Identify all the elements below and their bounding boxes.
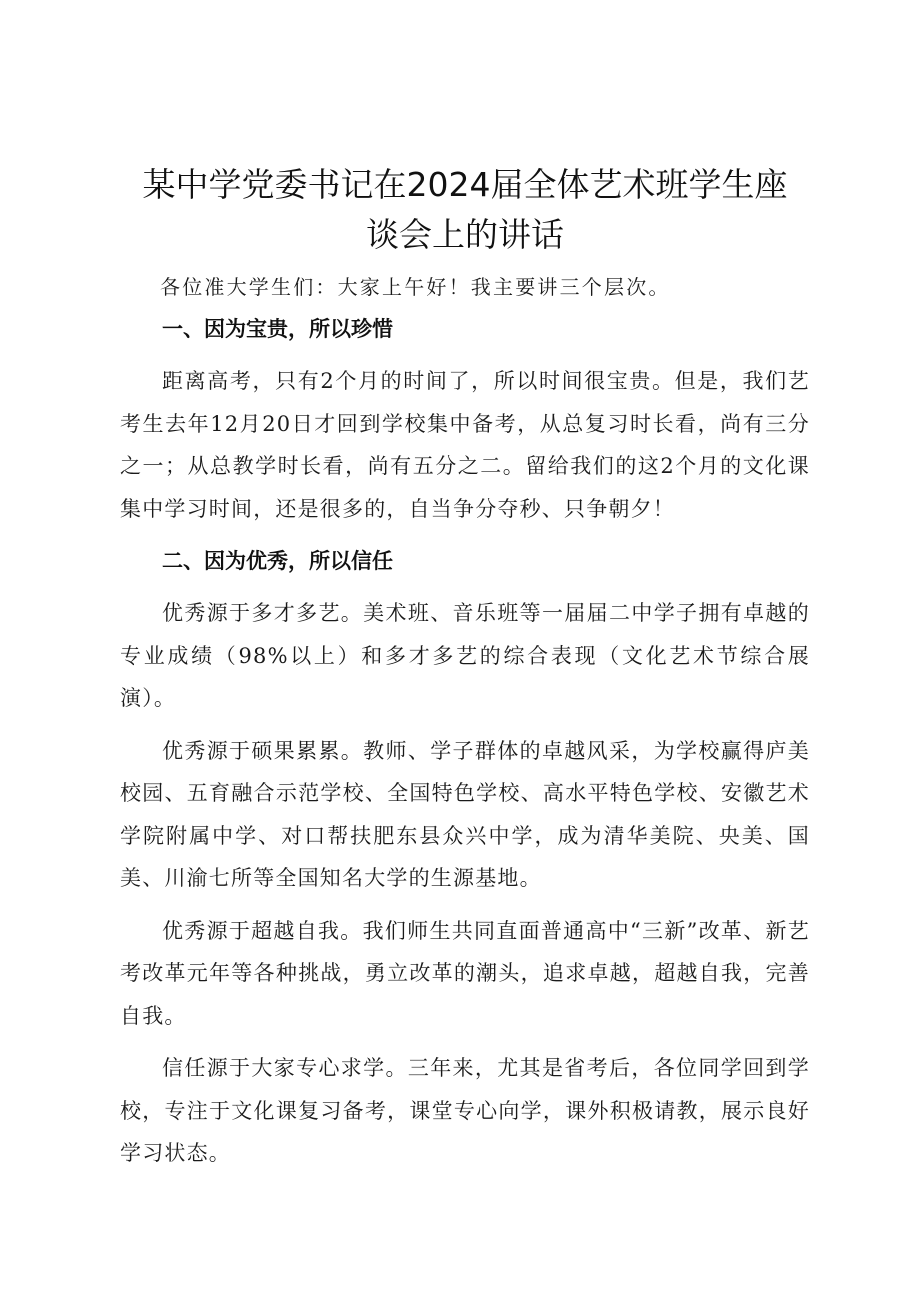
greeting-paragraph: 各位准大学生们：大家上午好！我主要讲三个层次。 <box>160 275 671 299</box>
section-2-paragraph-3: 优秀源于超越自我。我们师生共同直面普通高中“三新”改革、新艺考改革元年等各种挑战，勇立改革的潮头，追求卓越，超越自我，完善自我。 <box>120 918 810 1028</box>
section-2-paragraph-4: 信任源于大家专心求学。三年来，尤其是省考后，各位同学回到学校，专注于文化课复习备考，课堂专心向学，课外积极请教，展示良好学习状态。 <box>120 1056 810 1165</box>
document-title <box>120 160 810 260</box>
section-1-paragraph-1: 距离高考，只有2个月的时间了，所以时间很宝贵。但是，我们艺考生去年12月20日才回到学校集中备考，从总复习时长看，尚有三分之一；从总教学时长看，尚有五分之二。留给我们的这2个月的文化课集中学习时间，还是很多的，自当争分夺秒、只争朝夕！ <box>120 369 810 521</box>
document-body <box>120 160 810 1175</box>
title-line-1: 某中学党委书记在2024届全体艺术班学生座 <box>142 165 788 204</box>
section-1-heading: 一、因为宝贵，所以珍惜 <box>162 317 393 341</box>
title-line-2: 谈会上的讲话 <box>366 215 564 254</box>
section-2-heading: 二、因为优秀，所以信任 <box>162 549 393 573</box>
section-2-paragraph-1: 优秀源于多才多艺。美术班、音乐班等一届届二中学子拥有卓越的专业成绩（98%以上）和多才多艺的综合表现（文化艺术节综合展演）。 <box>120 601 810 710</box>
section-2-paragraph-2: 优秀源于硕果累累。教师、学子群体的卓越风采，为学校赢得庐美校园、五育融合示范学校、全国特色学校、高水平特色学校、安徽艺术学院附属中学、对口帮扶肥东县众兴中学，成为清华美院、央美、国美、川渝七所等全国知名大学的生源基地。 <box>120 738 810 890</box>
